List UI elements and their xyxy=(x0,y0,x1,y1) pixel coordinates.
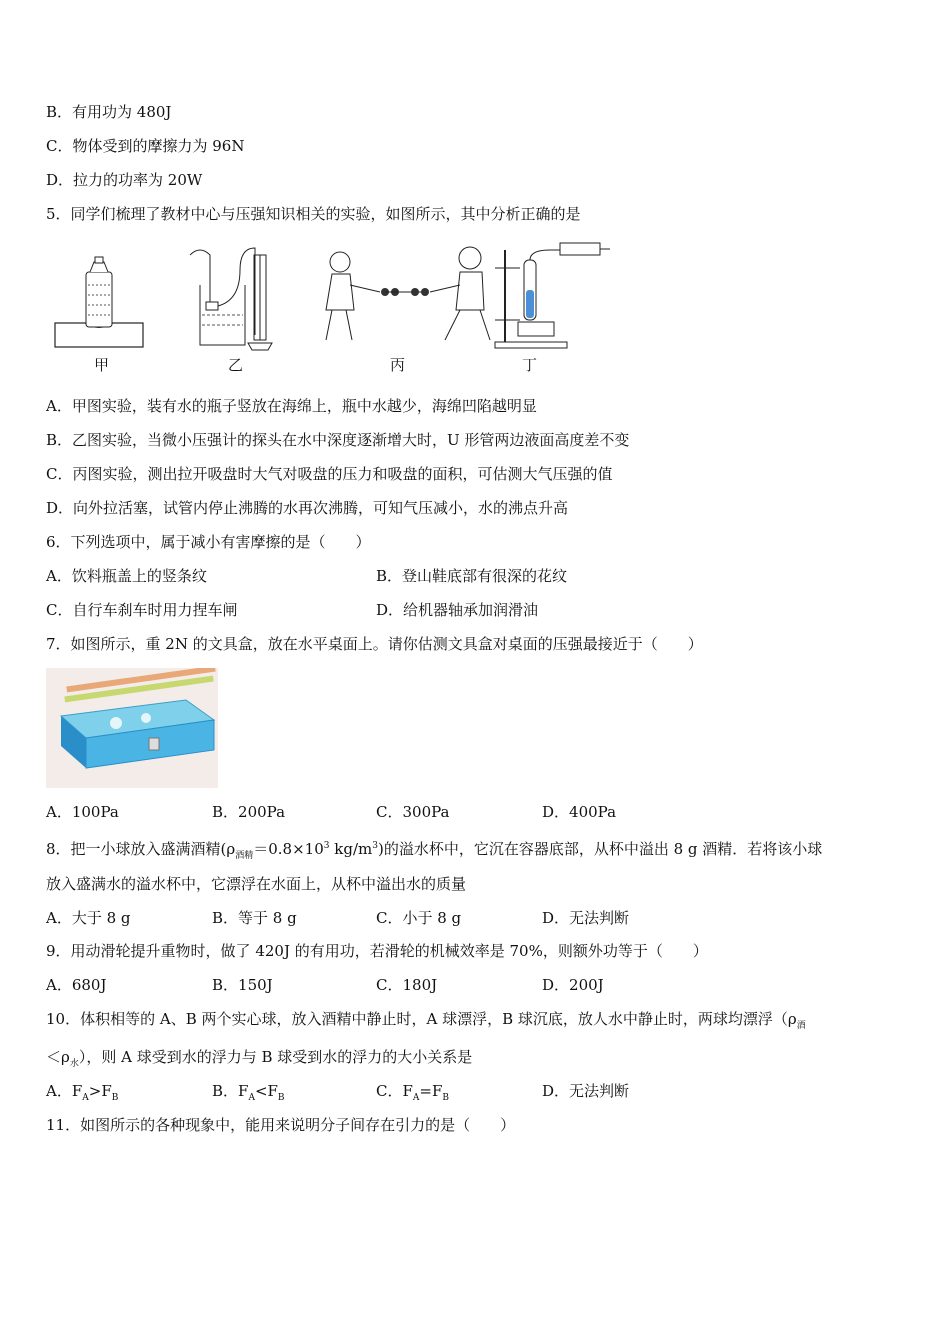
q9-option-b: B．150J xyxy=(212,976,273,994)
q7-option-b: B．200Pa xyxy=(212,803,286,821)
q6-stem: 6．下列选项中，属于减小有害摩擦的是（ ） xyxy=(46,533,371,551)
q10-option-c: C．$F_A=F_B$ xyxy=(376,1082,449,1103)
q10-option-a: A．$F_A>F_B$ xyxy=(46,1082,119,1103)
q7-stem: 7．如图所示，重 2N 的文具盒，放在水平桌面上。请你估测文具盒对桌面的压强最接近于（ ） xyxy=(46,635,703,653)
q7-option-c: C．300Pa xyxy=(376,803,450,821)
q10-option-d: D．无法判断 xyxy=(542,1082,630,1100)
q5-option-c: C．丙图实验，测出拉开吸盘时大气对吸盘的压力和吸盘的面积，可估测大气压强的值 xyxy=(46,465,613,483)
caption-ding: 丁 xyxy=(522,356,538,374)
q4-option-d: D．拉力的功率为 20W xyxy=(46,171,203,189)
q6-option-a: A．饮料瓶盖上的竖条纹 xyxy=(46,567,207,585)
q8-option-a: A．大于 8 g xyxy=(46,909,131,927)
q9-option-d: D．200J xyxy=(542,976,604,994)
q5-stem: 5．同学们梳理了教材中心与压强知识相关的实验，如图所示，其中分析正确的是 xyxy=(46,205,581,223)
q8-option-d: D．无法判断 xyxy=(542,909,630,927)
q5-figure xyxy=(50,240,630,375)
q9-stem: 9．用动滑轮提升重物时，做了 420J 的有用功，若滑轮的机械效率是 70%，则额外功等于（ ） xyxy=(46,942,708,960)
caption-bing: 丙 xyxy=(390,356,406,374)
q4-option-b: B．有用功为 480J xyxy=(46,103,172,121)
caption-jia: 甲 xyxy=(94,356,110,374)
q7-option-d: D．400Pa xyxy=(542,803,617,821)
pressure-gauge-figure xyxy=(190,248,272,350)
q10-stem-line1: 10．体积相等的 A、B 两个实心球，放入酒精中静止时，A 球漂浮，B 球沉底，放人水中静止时，两球均漂浮（$\rho_酒$ xyxy=(46,1010,806,1031)
pencil-case-photo xyxy=(46,668,218,788)
q10-stem-line2: $<\rho_水$），则 A 球受到水的浮力与 B 球受到水的浮力的大小关系是 xyxy=(46,1048,473,1069)
q6-option-d: D．给机器轴承加润滑油 xyxy=(376,601,539,619)
q11-stem: 11．如图所示的各种现象中，能用来说明分子间存在引力的是（ ） xyxy=(46,1116,516,1134)
q10-option-b: B．$F_A<F_B$ xyxy=(212,1082,285,1103)
q8-stem-line2: 放入盛满水的溢水杯中，它漂浮在水面上，从杯中溢出水的质量 xyxy=(46,875,467,893)
q9-option-a: A．680J xyxy=(46,976,107,994)
q6-option-c: C．自行车刹车时用力捏车闸 xyxy=(46,601,238,619)
bottle-on-sponge-figure xyxy=(55,257,143,347)
q4-option-c: C．物体受到的摩擦力为 96N xyxy=(46,137,245,155)
q9-option-c: C．180J xyxy=(376,976,438,994)
caption-yi: 乙 xyxy=(228,356,244,374)
q8-stem-line1: 8．把一小球放入盛满酒精($\rho_{酒精}=0.8\times 10^3$ $kg/m^3$)的溢水杯中，它沉在容器底部，从杯中溢出 8 g 酒精．若将该小球 xyxy=(46,840,823,861)
suction-cup-figure xyxy=(326,247,490,340)
q8-option-b: B．等于 8 g xyxy=(212,909,297,927)
q8-option-c: C．小于 8 g xyxy=(376,909,462,927)
q7-option-a: A．100Pa xyxy=(46,803,119,821)
test-tube-syringe-figure xyxy=(495,240,610,348)
q5-option-a: A．甲图实验，装有水的瓶子竖放在海绵上，瓶中水越少，海绵凹陷越明显 xyxy=(46,397,537,415)
q5-option-d: D．向外拉活塞，试管内停止沸腾的水再次沸腾，可知气压减小，水的沸点升高 xyxy=(46,499,569,517)
q5-option-b: B．乙图实验，当微小压强计的探头在水中深度逐渐增大时，U 形管两边液面高度差不变 xyxy=(46,431,630,449)
q6-option-b: B．登山鞋底部有很深的花纹 xyxy=(376,567,568,585)
